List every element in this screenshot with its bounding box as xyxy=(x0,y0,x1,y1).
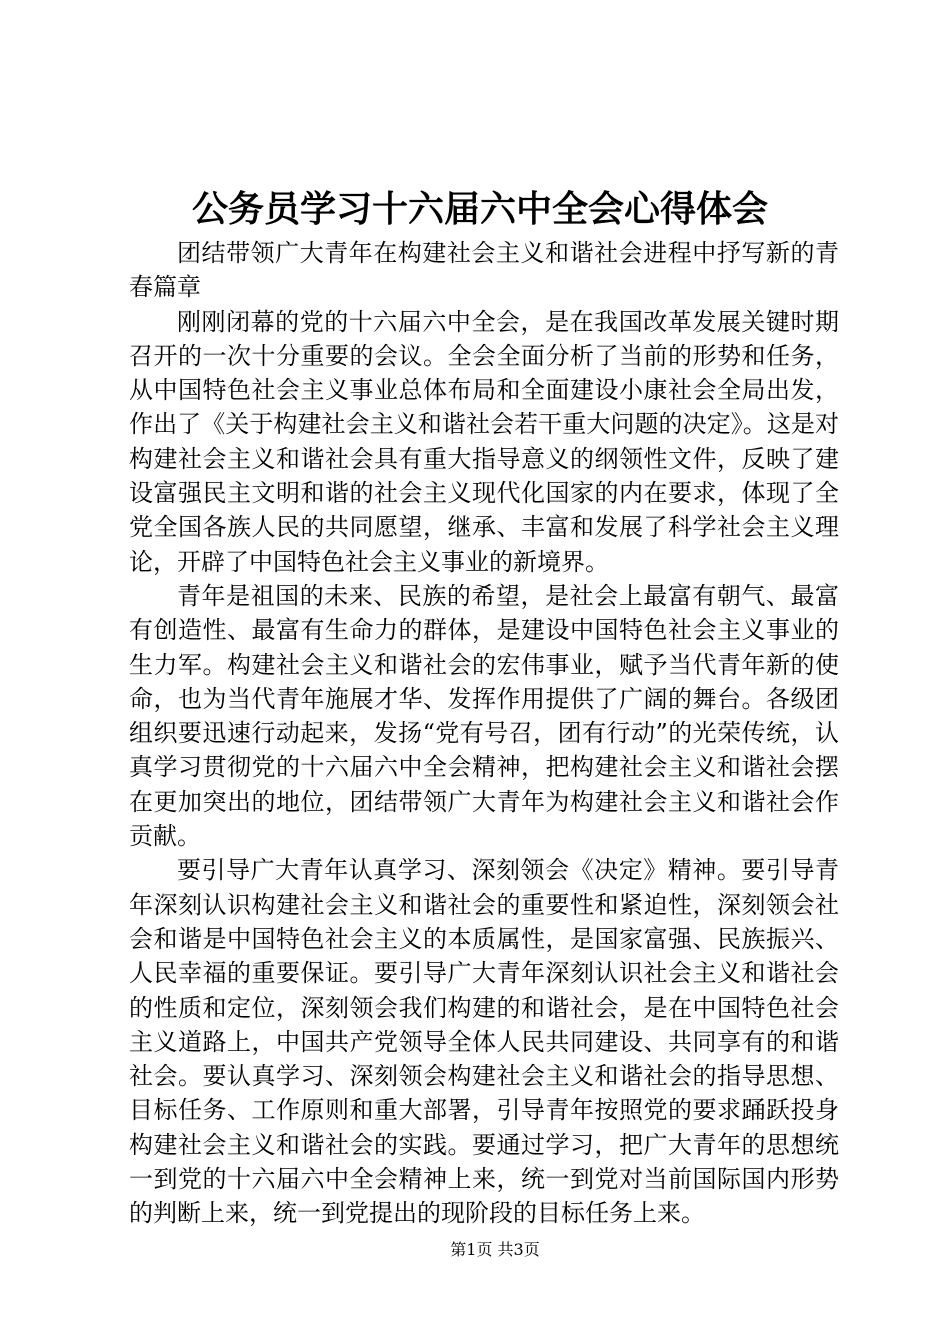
document-title: 公务员学习十六届六中全会心得体会 xyxy=(191,188,768,230)
paragraph-1: 刚刚闭幕的党的十六届六中全会，是在我国改革发展关键时期召开的一次十分重要的会议。全会全面分析了当前的形势和任务，从中国特色社会主义事业总体布局和全面建设小康社会全局出发，作出了《关于构建社会主义和谐社会若干重大问题的决定》。这是对构建社会主义和谐社会具有重大指导意义的纲领性文件，反映了建设富强民主文明和谐的社会主义现代化国家的内在要求，体现了全党全国各族人民的共同愿望，继承、丰富和发展了科学社会主义理论，开辟了中国特色社会主义事业的新境界。 xyxy=(129,307,839,576)
page-footer: 第1页 共3页 xyxy=(450,1240,540,1259)
paragraph-3: 要引导广大青年认真学习、深刻领会《决定》精神。要引导青年深刻认识构建社会主义和谐社会的重要性和紧迫性，深刻领会社会和谐是中国特色社会主义的本质属性，是国家富强、民族振兴、人民幸福的重要保证。要引导广大青年深刻认识社会主义和谐社会的性质和定位，深刻领会我们构建的和谐社会，是在中国特色社会主义道路上，中国共产党领导全体人民共同建设、共同享有的和谐社会。要认真学习、深刻领会构建社会主义和谐社会的指导思想、目标任务、工作原则和重大部署，引导青年按照党的要求踊跃投身构建社会主义和谐社会的实践。要通过学习，把广大青年的思想统一到党的十六届六中全会精神上来，统一到党对当前国际国内形势的判断上来，统一到党提出的现阶段的目标任务上来。 xyxy=(129,856,839,1228)
document-body xyxy=(129,236,839,1231)
paragraph-2: 青年是祖国的未来、民族的希望，是社会上最富有朝气、最富有创造性、最富有生命力的群体，是建设中国特色社会主义事业的生力军。构建社会主义和谐社会的宏伟事业，赋予当代青年新的使命，也为当代青年施展才华、发挥作用提供了广阔的舞台。各级团组织要迅速行动起来，发扬“党有号召，团有行动”的光荣传统，认真学习贯彻党的十六届六中全会精神，把构建社会主义和谐社会摆在更加突出的地位，团结带领广大青年为构建社会主义和谐社会作贡献。 xyxy=(129,581,839,851)
paragraph-subtitle: 团结带领广大青年在构建社会主义和谐社会进程中抒写新的青春篇章 xyxy=(129,239,839,302)
